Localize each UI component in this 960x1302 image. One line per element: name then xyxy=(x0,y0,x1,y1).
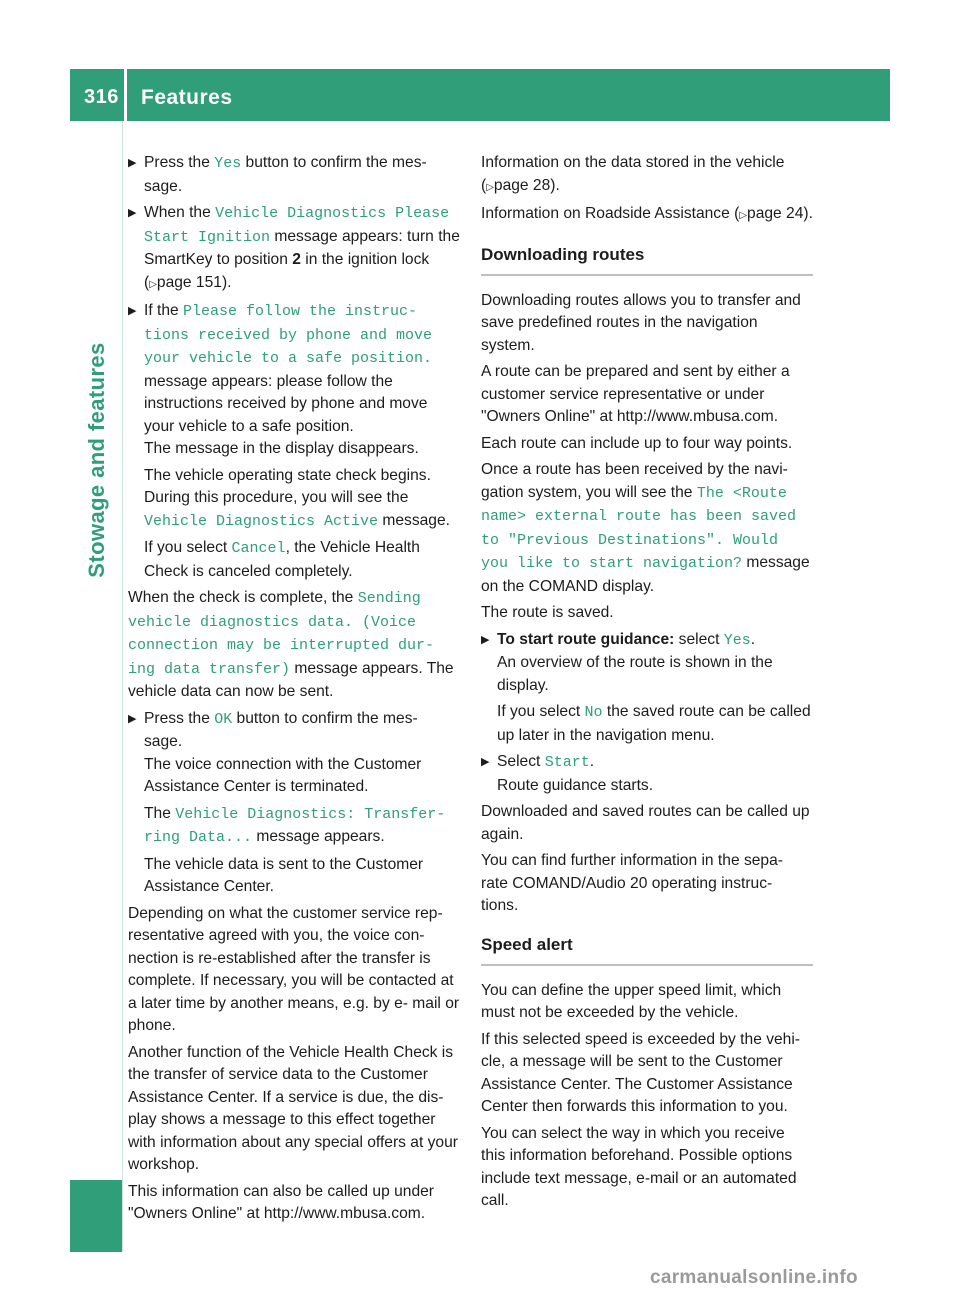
paragraph: The Vehicle Diagnostics: Transfer‐ ring Data... message appears. xyxy=(144,804,446,846)
section-marker xyxy=(70,1180,122,1252)
paragraph: Information on Roadside Assistance (▷page 24). xyxy=(481,205,813,222)
display-message: Vehicle Diagnostics Please Start Ignition xyxy=(144,205,450,246)
step-press-ok: ▶ Press the OK button to confirm the mes- sage. The voice connection with the Customer Assistance Center is terminated. xyxy=(128,709,422,795)
step-arrow-icon: ▶ xyxy=(128,305,137,317)
paragraph: You can define the upper speed limit, which must not be exceeded by the vehicle. xyxy=(481,981,782,1021)
display-message: OK xyxy=(214,710,233,728)
step-arrow-icon: ▶ xyxy=(481,633,490,646)
paragraph: The route is saved. xyxy=(481,604,614,621)
paragraph: Information on the data stored in the vehicle (▷page 28). xyxy=(481,154,785,194)
page-reference[interactable]: page 28). xyxy=(493,176,560,194)
left-column xyxy=(128,152,460,1230)
paragraph: Depending on what the customer service rep- resentative agreed with you, the voice con- nection is re-established after the transfer is complete. If necessary, you will be contacted at a later time by another means, e.g. by e- mail or phone. xyxy=(128,904,460,1034)
step-select-start: ▶ Select Start. Route guidance starts. xyxy=(481,753,654,794)
watermark: carmanualsonline.info xyxy=(650,1267,858,1288)
paragraph: If you select No the saved route can be called up later in the navigation menu. xyxy=(497,703,811,744)
display-message: Yes xyxy=(214,155,242,172)
page-title: Features xyxy=(141,86,233,109)
section-heading: Speed alert xyxy=(481,934,813,966)
step-arrow-icon: ▶ xyxy=(128,207,137,219)
display-message: The <Route name> external route has been saved to "Previous Destinations". Would you like to start navigation? xyxy=(481,484,797,572)
paragraph: The vehicle operating state check begins. During this procedure, you will see the Vehicle Diagnostics Active message. xyxy=(144,466,450,530)
paragraph: This information can also be called up under "Owners Online" at http://www.mbusa.com. xyxy=(128,1182,434,1222)
paragraph: If this selected speed is exceeded by the vehi- cle, a message will be sent to the Customer Assistance Center. The Customer Assistance Center then forwards this information to you. xyxy=(481,1030,800,1115)
section-heading: Downloading routes xyxy=(481,244,813,276)
paragraph: Another function of the Vehicle Health Check is the transfer of service data to the Customer Assistance Center. If a service is due, the dis- play shows a message to this effect together with information about any special offers at your workshop. xyxy=(128,1043,458,1173)
display-message: No xyxy=(584,704,603,721)
display-message: Start xyxy=(544,754,590,771)
step-arrow-icon: ▶ xyxy=(481,756,490,768)
right-column xyxy=(481,152,813,1217)
step-ignition: ▶ When the Vehicle Diagnostics Please Start Ignition message appears: turn the SmartKey to position 2 in the ignition lock (▷page 151). xyxy=(128,204,460,291)
paragraph: Downloaded and saved routes can be called up again. xyxy=(481,803,810,843)
paragraph: When the check is complete, the Sending vehicle diagnostics data. (Voice connection may be interrupted dur‐ ing data transfer) message appears. The vehicle data can now be sent. xyxy=(128,589,454,700)
page-reference[interactable]: page 151). xyxy=(156,273,232,291)
display-message: Cancel xyxy=(231,540,286,557)
page-reference[interactable]: page 24). xyxy=(747,205,813,222)
display-message: Yes xyxy=(723,631,751,649)
step-start-guidance: ▶ To start route guidance: select Yes. An overview of the route is shown in the display. xyxy=(481,630,773,694)
step-press-yes: ▶ Press the Yes button to confirm the mes- sage. xyxy=(128,154,427,195)
paragraph: Downloading routes allows you to transfer and save predefined routes in the navigation system. xyxy=(481,291,801,354)
paragraph: The vehicle data is sent to the Customer Assistance Center. xyxy=(144,855,424,895)
paragraph: You can select the way in which you receive this information beforehand. Possible options include text message, e-mail or an automated call. xyxy=(481,1124,797,1209)
display-message: Please follow the instruc‐ tions received by phone and move your vehicle to a safe position. xyxy=(144,303,433,367)
display-message: Sending vehicle diagnostics data. (Voice connection may be interrupted dur‐ ing data transfer) xyxy=(128,590,435,678)
display-message: Vehicle Diagnostics Active xyxy=(144,512,379,530)
paragraph: Once a route has been received by the navi- gation system, you will see the The <Route name> external route has been saved to "Previous Destinations". Would you like to start navigation? message on the COMAND display. xyxy=(481,461,810,595)
step-arrow-icon: ▶ xyxy=(128,712,137,725)
step-follow-instructions: ▶ If the Please follow the instruc‐ tions received by phone and move your vehicle to a safe position. message appears: please follow the instructions received by phone and move your vehicle to a safe position. The message in the display disappears. xyxy=(128,302,433,457)
section-label: Stowage and features xyxy=(84,342,109,578)
paragraph: You can find further information in the sepa- rate COMAND/Audio 20 operating instruc- tions. xyxy=(481,852,783,914)
reference-triangle-icon: ▷ xyxy=(149,278,157,290)
paragraph: Each route can include up to four way points. xyxy=(481,434,793,452)
side-tab xyxy=(70,121,123,1251)
paragraph: If you select Cancel, the Vehicle Health Check is canceled completely. xyxy=(144,539,420,580)
paragraph: A route can be prepared and sent by either a customer service representative or under "Owners Online" at http://www.mbusa.com. xyxy=(481,363,790,425)
page-number: 316 xyxy=(84,86,119,108)
display-message: Vehicle Diagnostics: Transfer‐ ring Data... xyxy=(144,805,446,846)
reference-triangle-icon: ▷ xyxy=(739,210,748,221)
step-arrow-icon: ▶ xyxy=(128,157,137,169)
reference-triangle-icon: ▷ xyxy=(486,181,494,193)
header-divider xyxy=(124,69,127,121)
